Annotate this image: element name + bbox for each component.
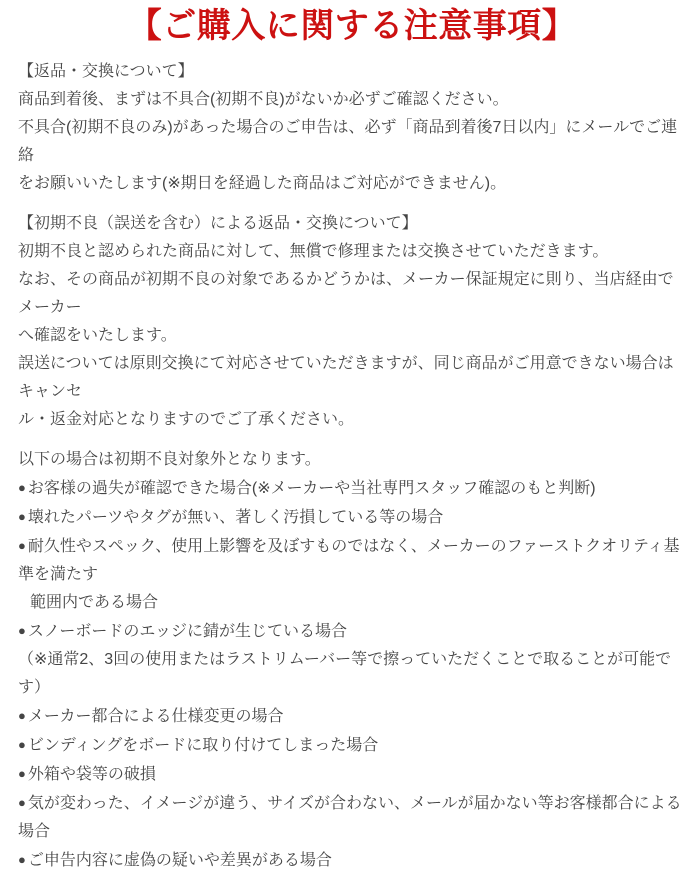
bullet-text: 外箱や袋等の破損 [27, 766, 156, 783]
section-exclusions [18, 446, 686, 875]
page-title: 【ご購入に関する注意事項】 [127, 7, 577, 45]
bullet-icon: ● [18, 795, 26, 810]
body-line: 商品到着後、まずは不具合(初期不良)がないか必ずご確認ください。 [18, 91, 509, 108]
list-intro: 以下の場合は初期不良対象外となります。 [18, 451, 321, 468]
bullet-icon: ● [18, 480, 26, 495]
bullet-continuation: （※通常2、3回の使用またはラストリムーバー等で擦っていただくことで取ることが可能です） [18, 651, 672, 696]
section-heading: 【返品・交換について】 [18, 63, 194, 80]
bullet-text: 壊れたパーツやタグが無い、著しく汚損している等の場合 [27, 509, 444, 526]
body-line: 初期不良と認められた商品に対して、無償で修理または交換させていただきます。 [18, 243, 609, 260]
bullet-icon: ● [18, 737, 26, 752]
bullet-item [18, 474, 686, 503]
bullet-icon: ● [18, 852, 26, 867]
body-line: なお、その商品が初期不良の対象であるかどうかは、メーカー保証規定に則り、当店経由でメーカー [18, 271, 674, 316]
section-initial-defect [18, 210, 686, 434]
bullet-text: 耐久性やスペック、使用上影響を及ぼすものではなく、メーカーのファーストクオリティ基準を満たす [18, 538, 680, 583]
body-line: 不具合(初期不良のみ)があった場合のご申告は、必ず「商品到着後7日以内」にメールでご連絡 [18, 119, 678, 164]
bullet-item [18, 789, 686, 846]
section-returns [18, 58, 686, 198]
body-line: ル・返金対応となりますのでご了承ください。 [18, 411, 355, 428]
bullet-item [18, 532, 686, 589]
body-line: 誤送については原則交換にて対応させていただきますが、同じ商品がご用意できない場合はキャンセ [18, 355, 674, 400]
bullet-text: 気が変わった、イメージが違う、サイズが合わない、メールが届かない等お客様都合による場合 [18, 795, 682, 840]
bullet-continuation: 範囲内である場合 [30, 594, 159, 611]
bullet-icon: ● [18, 538, 26, 553]
bullet-icon: ● [18, 623, 26, 638]
bullet-item [18, 846, 686, 875]
bullet-item [18, 617, 686, 646]
bullet-item [18, 760, 686, 789]
body-line: へ確認をいたします。 [18, 327, 177, 344]
bullet-icon: ● [18, 708, 26, 723]
bullet-item [18, 731, 686, 760]
body-line: をお願いいたします(※期日を経過した商品はご対応ができません)。 [18, 175, 507, 192]
section-heading: 【初期不良（誤送を含む）による返品・交換について】 [18, 215, 418, 232]
bullet-text: ビンディングをボードに取り付けてしまった場合 [27, 737, 379, 754]
bullet-text: スノーボードのエッジに錆が生じている場合 [27, 623, 348, 640]
bullet-text: お客様の過失が確認できた場合(※メーカーや当社専門スタッフ確認のもと判断) [27, 480, 596, 497]
bullet-text: ご申告内容に虚偽の疑いや差異がある場合 [27, 852, 332, 869]
bullet-item [18, 702, 686, 731]
bullet-item [18, 503, 686, 532]
bullet-text: メーカー都合による仕様変更の場合 [27, 708, 284, 725]
bullet-icon: ● [18, 766, 26, 781]
bullet-icon: ● [18, 509, 26, 524]
